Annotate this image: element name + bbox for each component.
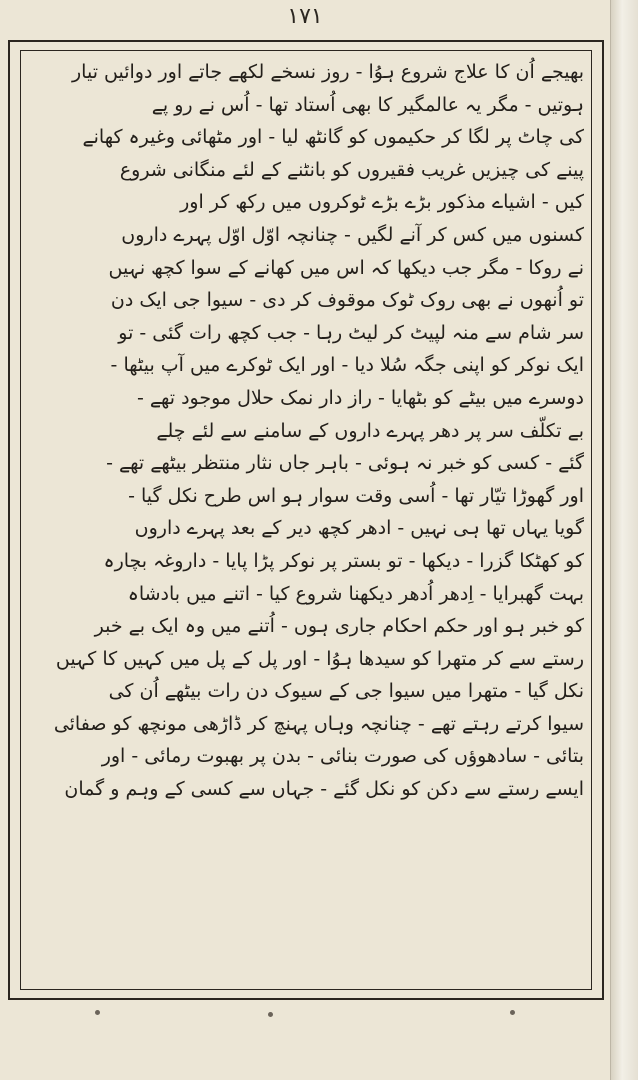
text-line: نکل گیا - متھرا میں سیوا جی کے سیوک دن رات بیٹھے اُن کی: [108, 680, 584, 703]
page-number: ۱۷۱: [287, 4, 323, 29]
print-speck: [268, 1012, 273, 1017]
text-line: ایسے رستے سے دکن کو نکل گئے - جہاں سے کسی کے وہم و گمان: [64, 778, 584, 801]
text-line: کو خبر ہو اور حکم احکام جاری ہوں - اُتنے میں وہ ایک بے خبر: [94, 615, 584, 638]
text-line: سر شام سے منہ لپیٹ کر لیٹ رہا - جب کچھ رات گئی - تو: [118, 321, 584, 344]
text-line: اور گھوڑا تیّار تھا - اُسی وقت سوار ہو اس طرح نکل گیا -: [128, 484, 584, 507]
text-line: کسنوں میں کس کر آنے لگیں - چنانچہ اوّل اوّل پہرے داروں: [121, 223, 584, 246]
text-line: ہوتیں - مگر یہ عالمگیر کا بھی اُستاد تھا - اُس نے رو پے: [151, 93, 584, 116]
text-line: ایک نوکر کو اپنی جگہ سُلا دیا - اور ایک ٹوکرے میں آپ بیٹھا -: [110, 354, 584, 377]
text-line: سیوا کرتے رہتے تھے - چنانچہ وہاں پہنچ کر ڈاڑھی مونچھ کو صفائی: [53, 712, 584, 735]
text-line: بے تکلّف سر پر دھر پہرے داروں کے سامنے سے لئے چلے: [156, 419, 584, 442]
text-line: نے روکا - مگر جب دیکھا کہ اس میں کھانے کے سوا کچھ نہیں: [108, 256, 584, 279]
text-line: گئے - کسی کو خبر نہ ہوئی - باہر جاں نثار منتظر بیٹھے تھے -: [106, 452, 584, 475]
text-line: بتائی - سادھوؤں کی صورت بنائی - بدن پر بھبوت رمائی - اور: [101, 745, 584, 768]
text-line: کو کھٹکا گزرا - دیکھا - تو بستر پر نوکر پڑا پایا - داروغہ بچارہ: [103, 549, 584, 572]
text-line: بھیجے اُن کا علاج شروع ہوُا - روز نسخے لکھے جاتے اور دوائیں تیار: [72, 61, 584, 83]
print-speck: [95, 1010, 100, 1015]
text-line: گویا یہاں تھا ہی نہیں - ادھر کچھ دیر کے بعد پہرے داروں: [134, 517, 584, 540]
text-line: کیں - اشیاے مذکور بڑے بڑے ٹوکروں میں رکھ کر اور: [180, 191, 584, 214]
text-line: دوسرے میں بیٹے کو بٹھایا - راز دار نمک حلال موجود تھے -: [136, 386, 584, 409]
text-line: پینے کی چیزیں غریب فقیروں کو بانٹنے کے لئے منگانی شروع: [119, 158, 584, 181]
text-line: بہت گھبرایا - اِدھر اُدھر دیکھنا شروع کیا - اتنے میں بادشاہ: [127, 582, 584, 605]
text-line: کی چاٹ پر لگا کر حکیموں کو گانٹھ لیا - اور مٹھائی وغیرہ کھانے: [82, 126, 584, 149]
print-speck: [510, 1010, 515, 1015]
body-text: [28, 56, 584, 982]
next-page-edge: [610, 0, 638, 1080]
text-line: تو اُنھوں نے بھی روک ٹوک موقوف کر دی - سیوا جی ایک دن: [110, 289, 584, 312]
text-line: رستے سے کر متھرا کو سیدھا ہوُا - اور پل کے پل میں کہیں کا کہیں: [55, 647, 584, 670]
